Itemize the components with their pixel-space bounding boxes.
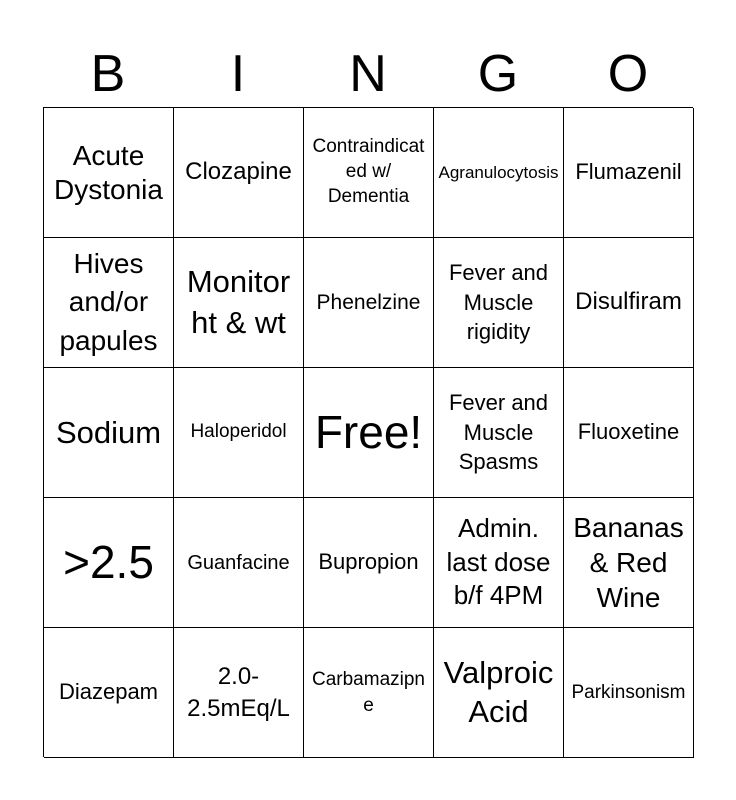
bingo-cell[interactable] <box>44 628 174 758</box>
cell-label: Carbamazipne <box>312 668 425 716</box>
bingo-cell[interactable] <box>44 108 174 238</box>
free-space-cell[interactable] <box>304 368 434 498</box>
cell-label: Monitor ht & wt <box>186 264 291 340</box>
bingo-cell[interactable] <box>44 238 174 368</box>
cell-label: Haloperidol <box>190 421 287 443</box>
bingo-cell[interactable] <box>174 108 304 238</box>
cell-label: >2.5 <box>63 536 154 589</box>
cell-label: Parkinsonism <box>571 681 686 703</box>
bingo-cell[interactable] <box>304 108 434 238</box>
bingo-cell[interactable] <box>564 108 694 238</box>
cell-label: Flumazenil <box>575 159 682 185</box>
header-letter-o: O <box>607 45 649 103</box>
bingo-cell[interactable] <box>44 498 174 628</box>
cell-label: Fever and Muscle Spasms <box>448 389 549 475</box>
bingo-cell[interactable] <box>174 238 304 368</box>
bingo-header <box>43 40 693 108</box>
bingo-cell[interactable] <box>174 498 304 628</box>
cell-label: Bananas & Red Wine <box>573 512 684 613</box>
cell-label: Valproic Acid <box>443 654 554 729</box>
cell-label: Phenelzine <box>316 290 421 314</box>
bingo-cell[interactable] <box>304 628 434 758</box>
bingo-cell[interactable] <box>564 498 694 628</box>
header-letter-b: B <box>90 45 126 103</box>
bingo-cell[interactable] <box>304 498 434 628</box>
bingo-cell[interactable] <box>434 628 564 758</box>
bingo-cell[interactable] <box>304 238 434 368</box>
cell-label: Bupropion <box>318 549 419 575</box>
cell-label: Hives and/or papules <box>59 247 158 356</box>
cell-label: Disulfiram <box>575 288 682 316</box>
cell-label: Acute Dystonia <box>54 139 163 205</box>
cell-label: Guanfacine <box>187 551 290 574</box>
free-space-label: Free! <box>314 406 423 459</box>
cell-label: Admin. last dose b/f 4PM <box>446 512 551 611</box>
header-letter-g: G <box>477 45 519 103</box>
cell-label: 2.0-2.5mEq/L <box>187 663 290 722</box>
header-letter-n: N <box>349 45 387 103</box>
cell-label: Fever and Muscle rigidity <box>448 259 549 345</box>
header-letter-i: I <box>230 45 246 103</box>
bingo-cell[interactable] <box>434 108 564 238</box>
bingo-cell[interactable] <box>174 368 304 498</box>
bingo-cell[interactable] <box>434 368 564 498</box>
bingo-cell[interactable] <box>434 498 564 628</box>
bingo-grid <box>43 107 693 757</box>
bingo-cell[interactable] <box>564 238 694 368</box>
bingo-cell[interactable] <box>434 238 564 368</box>
cell-label: Sodium <box>55 414 162 450</box>
bingo-cell[interactable] <box>564 628 694 758</box>
cell-label: Contraindicated w/ Dementia <box>312 136 425 207</box>
bingo-cell[interactable] <box>174 628 304 758</box>
cell-label: Diazepam <box>58 679 159 705</box>
bingo-cell[interactable] <box>44 368 174 498</box>
bingo-cell[interactable] <box>564 368 694 498</box>
cell-label: Fluoxetine <box>577 419 680 445</box>
cell-label: Agranulocytosis <box>438 162 559 182</box>
cell-label: Clozapine <box>185 158 292 186</box>
